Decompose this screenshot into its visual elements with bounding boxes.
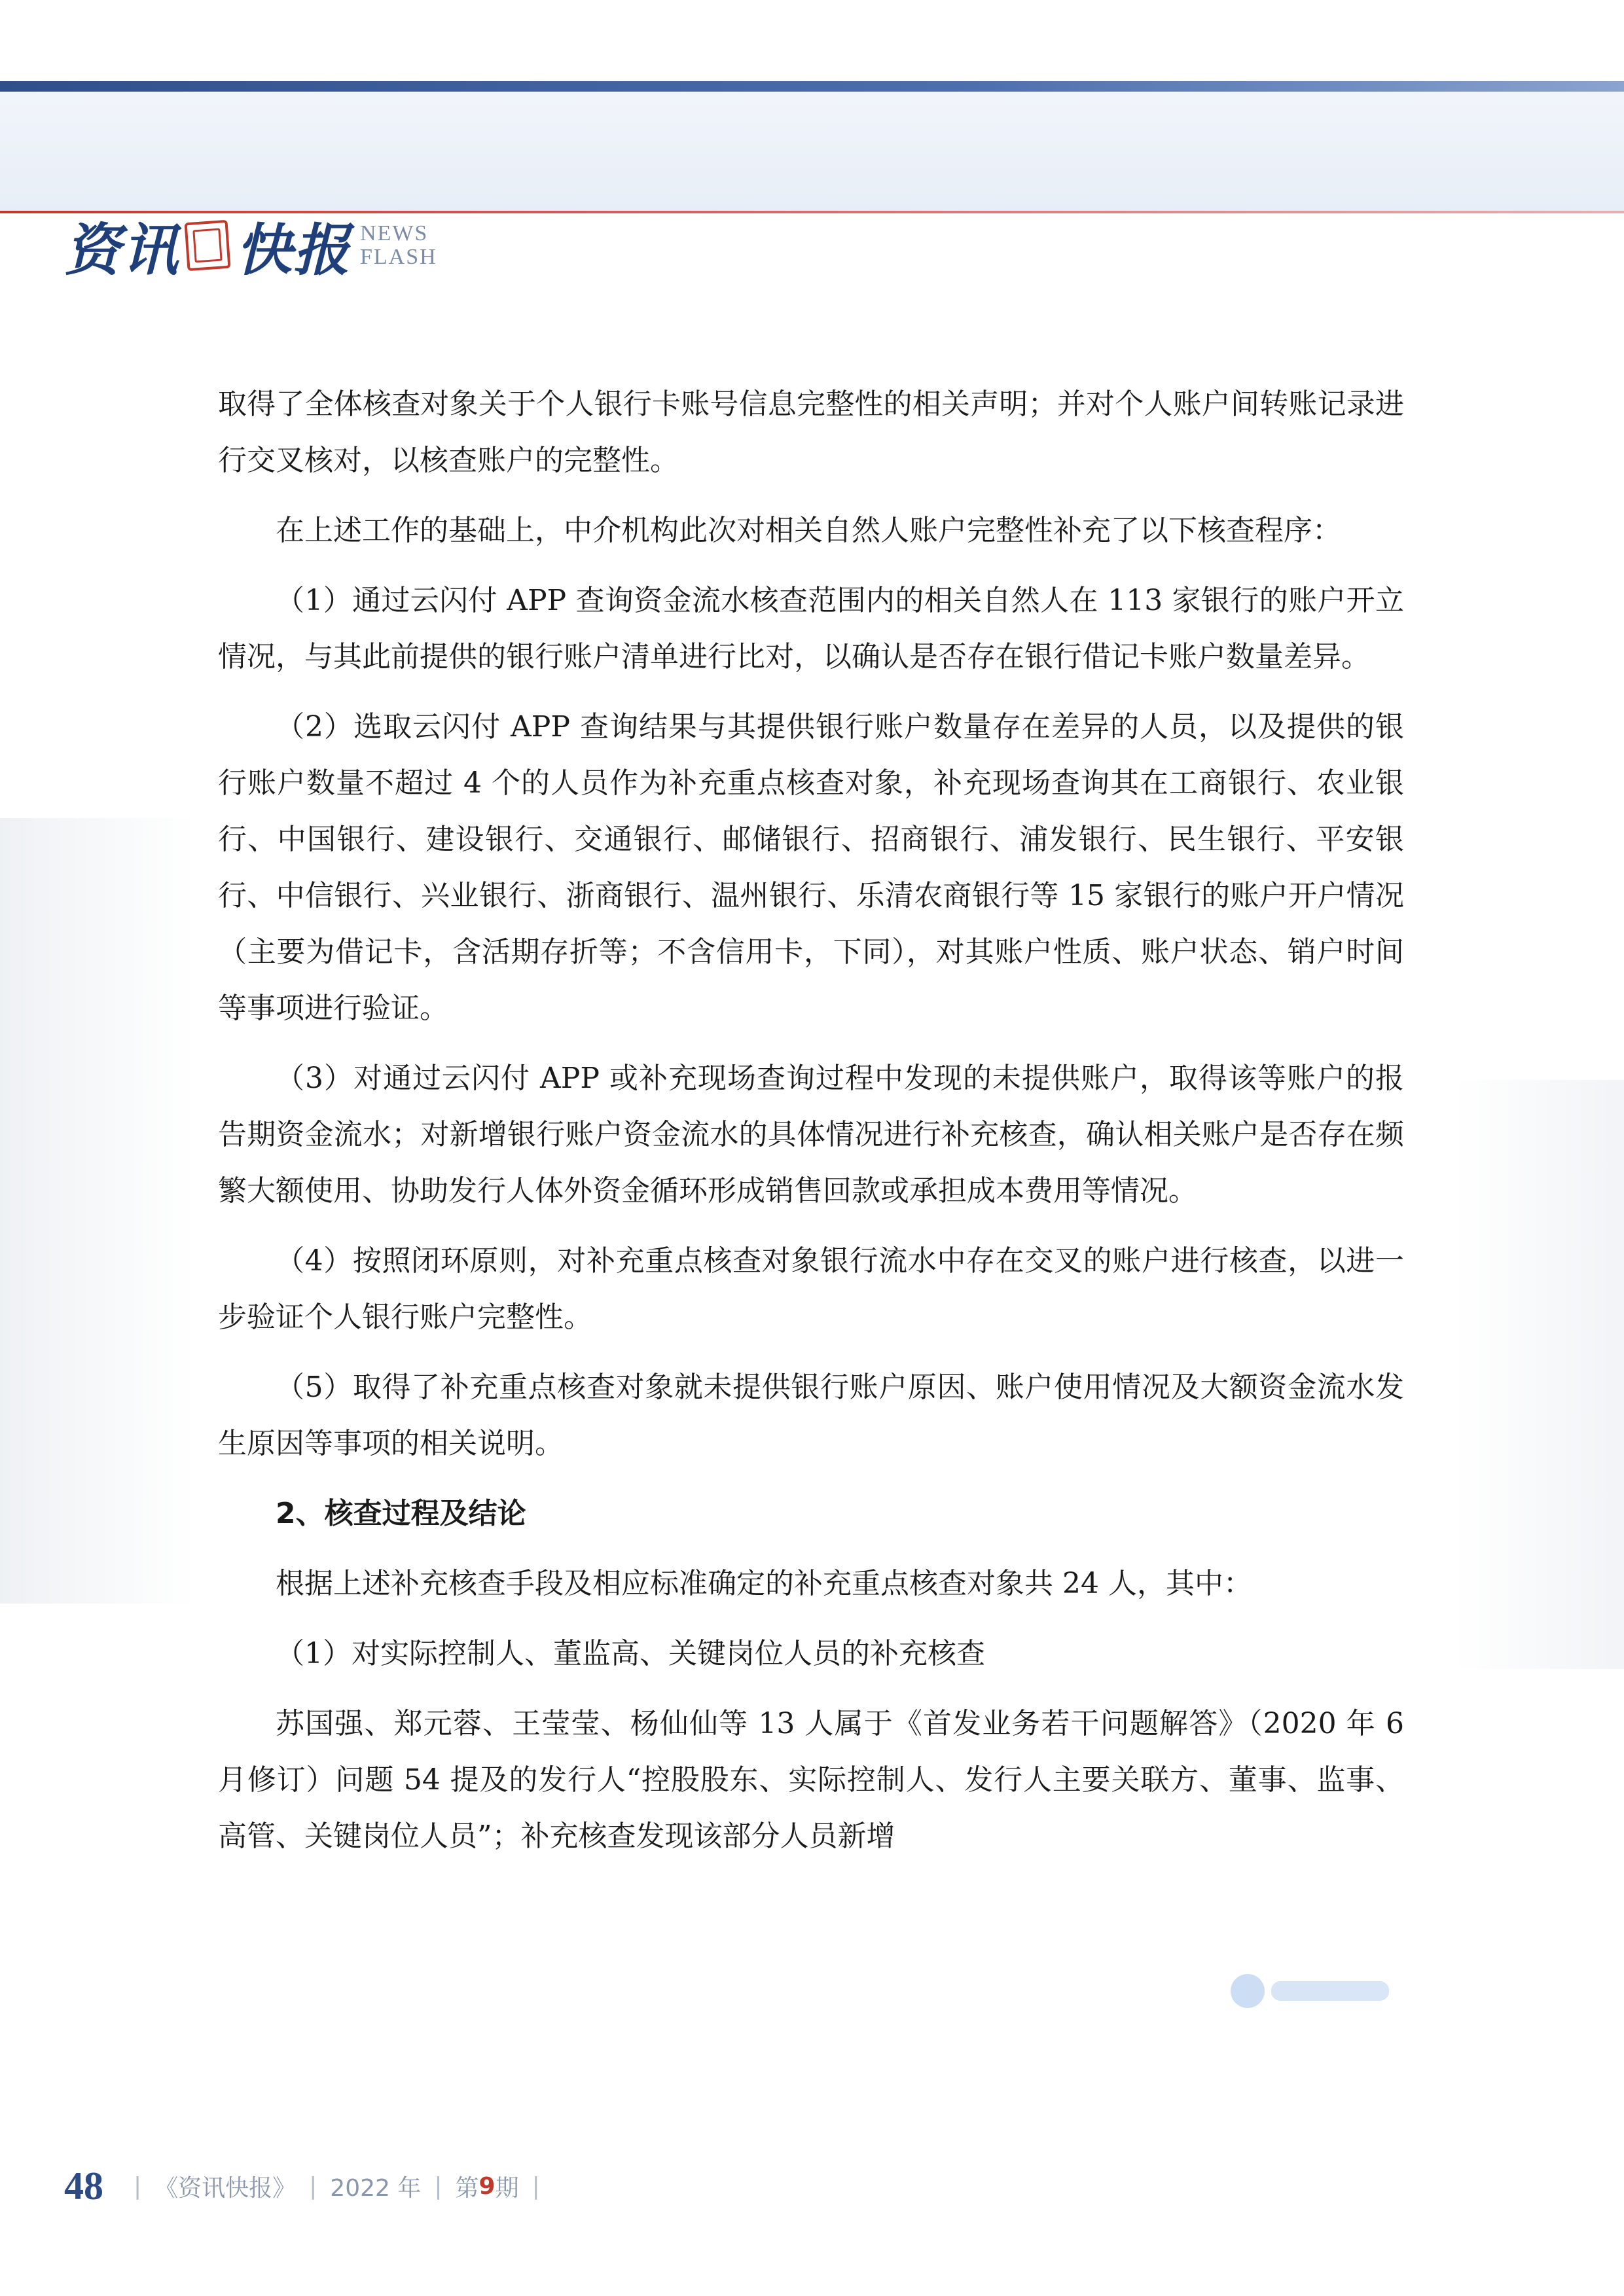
paragraph-step-5: （5）取得了补充重点核查对象就未提供银行账户原因、账户使用情况及大额资金流水发生原因等事项的相关说明。	[218, 1371, 1404, 1460]
paragraph-subheading: （1）对实际控制人、董监高、关键岗位人员的补充核查	[276, 1637, 985, 1670]
watermark-circle-icon	[1231, 1974, 1265, 2008]
footer-divider: |	[309, 2172, 317, 2200]
top-color-band	[0, 81, 1624, 92]
paragraph: 在上述工作的基础上，中介机构此次对相关自然人账户完整性补充了以下核查程序：	[276, 514, 1341, 547]
background-decoration-left	[0, 818, 196, 1604]
section-heading: 2、核查过程及结论	[276, 1497, 526, 1530]
paragraph-continuation: 取得了全体核查对象关于个人银行卡账号信息完整性的相关声明；并对个人账户间转账记录进行交叉核对，以核查账户的完整性。	[218, 387, 1404, 477]
footer-issue-prefix: 第	[455, 2174, 479, 2202]
logo-english	[360, 222, 437, 269]
page-footer	[64, 2160, 553, 2212]
background-decoration-right	[1454, 1080, 1624, 1669]
logo-title-right: 快报	[236, 217, 351, 283]
footer-issue-suffix: 期	[495, 2174, 519, 2202]
footer-divider: |	[134, 2172, 142, 2200]
article-body	[218, 376, 1404, 1878]
watermark-text-bar	[1271, 1981, 1389, 2001]
footer-issue-number: 9	[478, 2172, 496, 2200]
logo-title-left: 资讯	[64, 217, 179, 283]
header-red-rule	[0, 211, 1624, 213]
paragraph: 苏国强、郑元蓉、王莹莹、杨仙仙等 13 人属于《首发业务若干问题解答》（2020 年 6 月修订）问题 54 提及的发行人“控股股东、实际控制人、发行人主要关联方、董事、监事、高管、关键岗位人员”；补充核查发现该部分人员新增	[218, 1707, 1404, 1853]
logo-english-line2: FLASH	[360, 245, 437, 269]
footer-year: 2022 年	[330, 2174, 422, 2202]
masthead-logo	[64, 203, 437, 288]
logo-english-line1: NEWS	[360, 221, 429, 245]
seal-icon	[184, 220, 230, 271]
footer-divider: |	[434, 2172, 442, 2200]
page-number: 48	[64, 2164, 103, 2208]
paragraph-step-3: （3）对通过云闪付 APP 或补充现场查询过程中发现的未提供账户，取得该等账户的报告期资金流水；对新增银行账户资金流水的具体情况进行补充核查，确认相关账户是否存在频繁大额使用、协助发行人体外资金循环形成销售回款或承担成本费用等情况。	[218, 1062, 1404, 1208]
page-header	[0, 92, 1624, 283]
paragraph-step-1: （1）通过云闪付 APP 查询资金流水核查范围内的相关自然人在 113 家银行的账户开立情况，与其此前提供的银行账户清单进行比对，以确认是否存在银行借记卡账户数量差异。	[218, 584, 1404, 673]
footer-divider: |	[532, 2172, 540, 2200]
watermark-logo	[1231, 1970, 1401, 2012]
footer-publication: 《资讯快报》	[154, 2174, 297, 2202]
paragraph-step-2: （2）选取云闪付 APP 查询结果与其提供银行账户数量存在差异的人员，以及提供的银行账户数量不超过 4 个的人员作为补充重点核查对象，补充现场查询其在工商银行、农业银行、中国银行、建设银行、交通银行、邮储银行、招商银行、浦发银行、民生银行、平安银行、中信银行、兴业银行、浙商银行、温州银行、乐清农商银行等 15 家银行的账户开户情况（主要为借记卡，含活期存折等；不含信用卡，下同），对其账户性质、账户状态、销户时间等事项进行验证。	[218, 710, 1404, 1025]
paragraph-step-4: （4）按照闭环原则，对补充重点核查对象银行流水中存在交叉的账户进行核查，以进一步验证个人银行账户完整性。	[218, 1244, 1404, 1334]
paragraph: 根据上述补充核查手段及相应标准确定的补充重点核查对象共 24 人，其中：	[276, 1567, 1252, 1600]
